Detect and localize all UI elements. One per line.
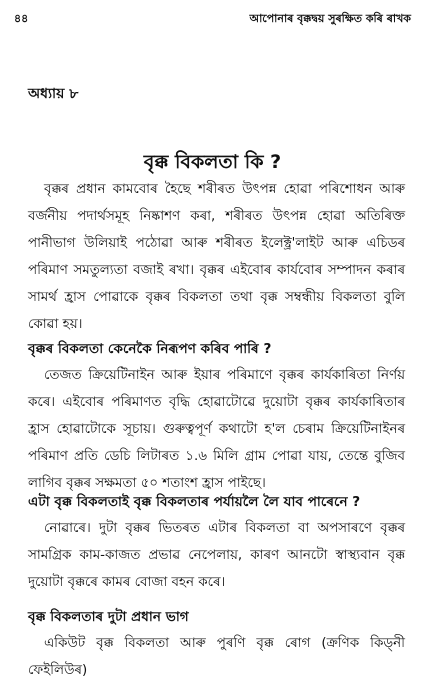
diagnosis-paragraph: তেজত ক্ৰিয়েটিনাইন আৰু ইয়াৰ পৰিমাণে বৃক্কৰ কাৰ্যকাৰিতা নিৰ্ণয় কৰে। এইবোৰ পৰিমাণত বৃদ্ধি হোৱাটোৱে দুয়োটা বৃক্কৰ কাৰ্যকাৰিতাৰ হ্ৰাস হোৱাটোকে সূচায়। গুৰুত্বপূৰ্ণ কথাটো হ'ল চেৰাম ক্ৰিয়েটিনাইনৰ পৰিমাণ প্ৰতি ডেচি লিটাৰত ১.৬ মিলি গ্ৰাম পোৱা যায়, তেন্তে বুজিব লাগিব বৃক্কৰ সক্ষমতা ৫০ শতাংশ হ্ৰাস পাইছে। [28,368,405,491]
diagnosis-heading: বৃক্কৰ বিকলতা কেনেকৈ নিৰূপণ কৰিব পাৰি ? [28,341,272,357]
page-number: ৪৪ [14,12,29,25]
intro-paragraph: বৃক্কৰ প্ৰধান কামবোৰ হৈছে শৰীৰত উৎপন্ন হোৱা পৰিশোধন আৰু বৰ্জনীয় পদাৰ্থসমূহ নিষ্কাশণ কৰা, শৰীৰত উৎপন্ন হোৱা অতিৰিক্ত পানীভাগ উলিয়াই পঠোৱা আৰু শৰীৰত ইলেক্ট্ৰ'লাইট আৰু এচিডৰ পৰিমাণ সমতুল্যতা বজাই ৰখা। বৃক্কৰ এইবোৰ কাৰ্যবোৰ সম্পাদন কৰাৰ সামৰ্থ হ্ৰাস পোৱাকে বৃক্কৰ বিকলতা তথা বৃক্ক সম্বন্ধীয় বিকলতা বুলি কোৱা হয়। [28,182,405,332]
one-kidney-heading: এটা বৃক্ক বিকলতাই বৃক্ক বিকলতাৰ পৰ্যায়লৈ লৈ যাব পাৰেনে ? [28,494,361,510]
chapter-label: অধ্যায় ৮ [28,86,79,102]
running-header [14,8,411,26]
types-paragraph: একিউট বৃক্ক বিকলতা আৰু পুৰণি বৃক্ক ৰোগ (ক্ৰণিক কিড্‌নী ফেইলিউৰ) [28,636,405,678]
one-kidney-paragraph: নোৱাৰে। দুটা বৃক্কৰ ভিতৰত এটাৰ বিকলতা বা অপসাৰণে বৃক্কৰ সামগ্ৰিক কাম-কাজত প্ৰভাৱ নেপেলায়, কাৰণ আনটো স্বাস্থ্যবান বৃক্ক দুয়োটা বৃক্কৰে কামৰ বোজা বহন কৰে। [28,521,405,590]
types-heading: বৃক্ক বিকলতাৰ দুটা প্ৰধান ভাগ [28,609,189,625]
running-title: আপোনাৰ বৃক্কদ্বয় সুৰক্ষিত কৰি ৰাখক [249,12,411,25]
page-title: বৃক্ক বিকলতা কি ? [143,151,282,173]
